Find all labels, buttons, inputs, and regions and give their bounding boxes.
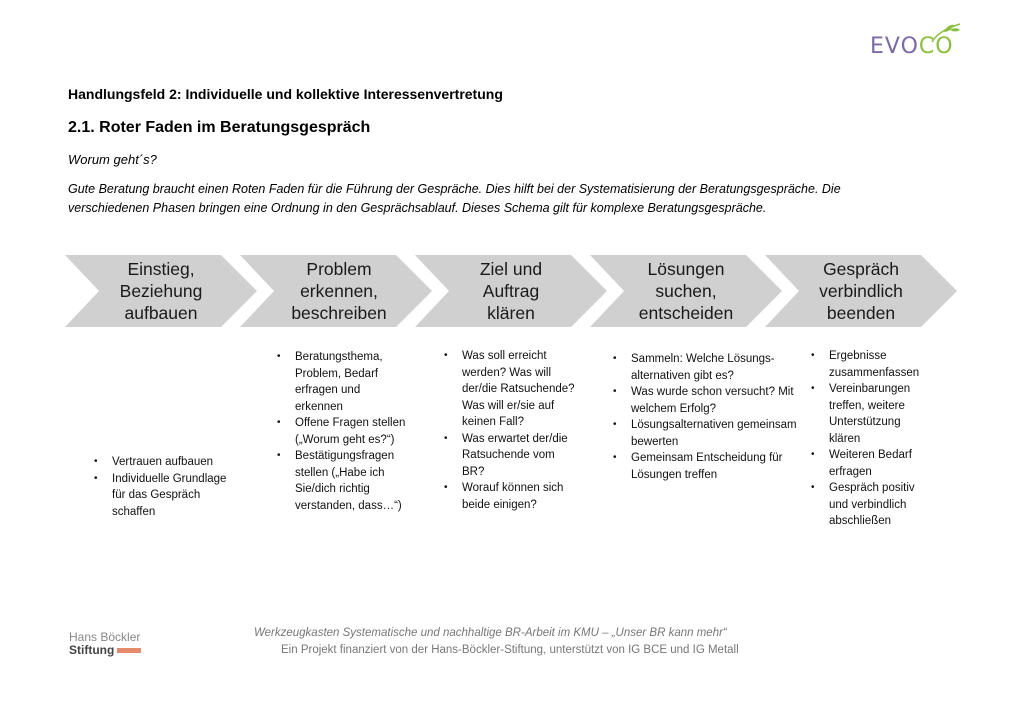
phase-label: Ziel und Auftrag klären [479,259,543,323]
phase-2-list [273,349,411,514]
question-heading: Worum geht´s? [68,152,157,167]
phase-label: Gespräch verbindlich beenden [819,259,903,323]
intro-paragraph: Gute Beratung braucht einen Roten Faden für die Führung der Gespräche. Dies hilft bei der Systematisierung der Beratungsgespräche. Die verschiedenen Phasen bringen eine Ordnung in den Gesprächsablauf. Dieses Schema gilt für komplexe Beratungsgespräche. [68,182,841,215]
list-item: • Offene Fragen stellen („Worum geht es?“) [273,415,411,448]
field-title: Handlungsfeld 2: Individuelle und kollektive Interessenvertretung [68,86,503,102]
phase-label: Problem erkennen, beschreiben [291,259,387,323]
evoco-logo [870,22,962,62]
list-item: • Individuelle Grundlage für das Gespräch schaffen [90,471,240,521]
phase-5-list [807,348,932,530]
logo-wordmark: EVOCO [870,34,954,59]
list-item: • Vertrauen aufbauen [90,454,240,471]
hans-boeckler-logo: Hans Böckler Stiftung [69,630,141,657]
list-item: • Was wurde schon versucht? Mit welchem Erfolg? [609,384,799,417]
phase-3-list [440,348,580,513]
list-item: • Bestätigungsfragen stellen („Habe ich Sie/dich richtig verstanden, dass…“) [273,448,411,514]
list-item: • Ergebnisse zusammenfassen [807,348,932,381]
footer-toolkit-line: Werkzeugkasten Systematische und nachhaltige BR-Arbeit im KMU – „Unser BR kann mehr“ [254,627,727,639]
leaf-icon [930,22,962,44]
logo-bar [117,648,141,653]
list-item: • Was soll erreicht werden? Was will der/die Ratsuchende? Was will er/sie auf keinen Fall? [440,348,580,431]
list-item: • Was erwartet der/die Ratsuchende vom BR? [440,431,580,481]
section-title: 2.1. Roter Faden im Beratungsgespräch [68,119,371,136]
list-item: • Beratungsthema, Problem, Bedarf erfragen und erkennen [273,349,411,415]
list-item: • Gespräch positiv und verbindlich abschließen [807,480,932,530]
phase-label: Lösungen suchen, entscheiden [638,259,734,323]
phase-chevrons [65,255,965,327]
list-item: • Gemeinsam Entscheidung für Lösungen treffen [609,450,799,483]
footer-funding-line: Ein Projekt finanziert von der Hans-Böckler-Stiftung, unterstützt von IG BCE und IG Metall [281,644,739,656]
phase-label: Einstieg, Beziehung aufbauen [119,259,203,323]
list-item: • Vereinbarungen treffen, weitere Unterstützung klären [807,381,932,447]
phase-4-list [609,351,799,483]
list-item: • Lösungsalternativen gemeinsam bewerten [609,417,799,450]
list-item: • Weiteren Bedarf erfragen [807,447,932,480]
phase-1-list [90,454,240,520]
list-item: • Sammeln: Welche Lösungs-alternativen gibt es? [609,351,799,384]
list-item: • Worauf können sich beide einigen? [440,480,580,513]
